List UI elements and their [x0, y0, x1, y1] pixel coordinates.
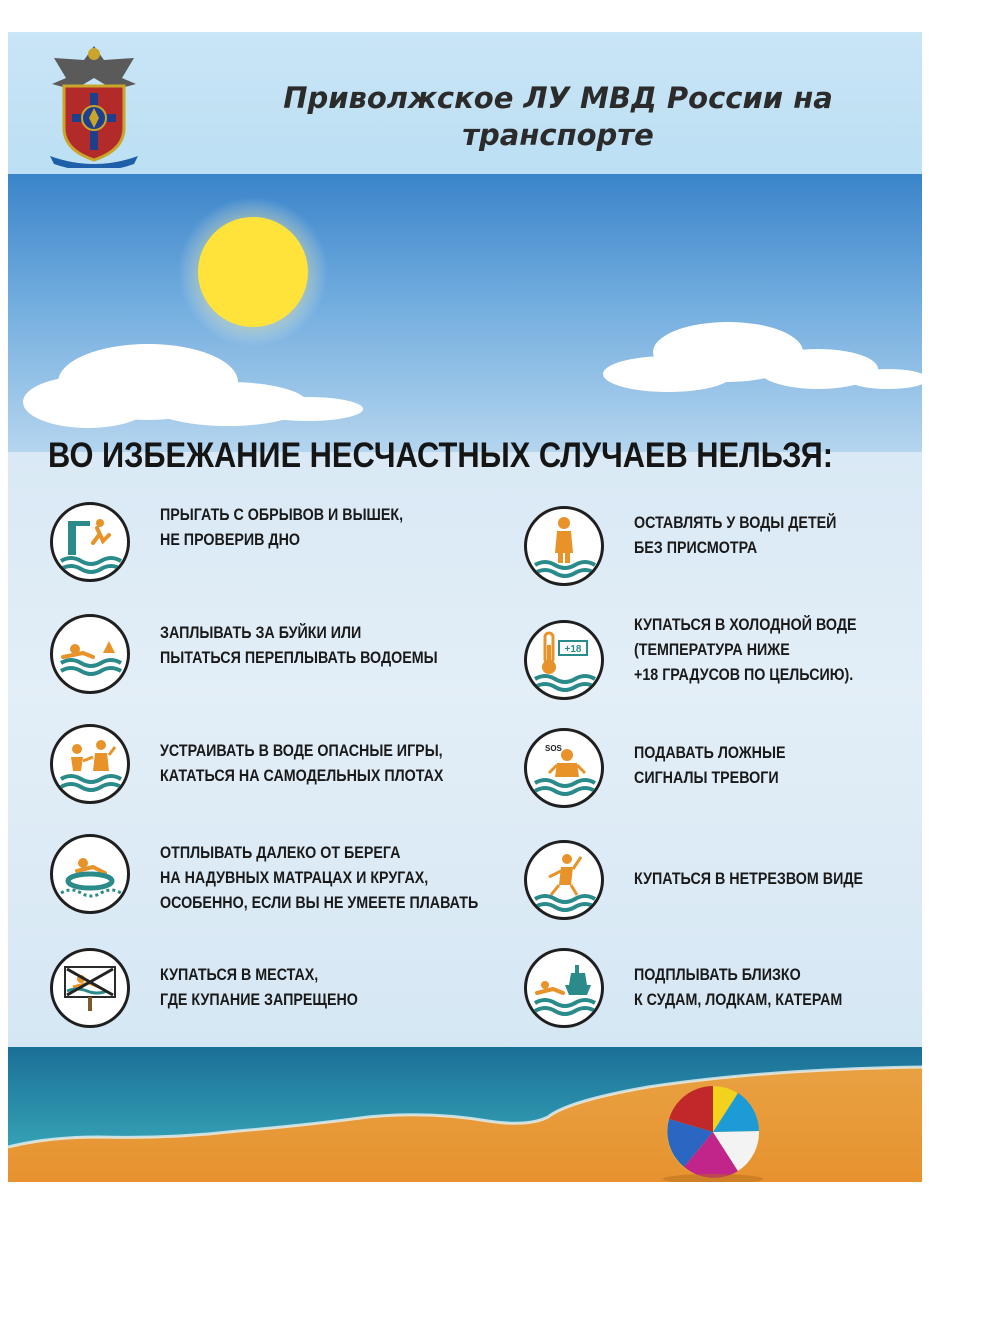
rule-line: К СУДАМ, ЛОДКАМ, КАТЕРАМ — [634, 990, 843, 1009]
rule-line: ПЫТАТЬСЯ ПЕРЕПЛЫВАТЬ ВОДОЕМЫ — [160, 648, 438, 667]
rule-item — [50, 724, 490, 814]
rule-text — [160, 620, 462, 670]
rule-line: КУПАТЬСЯ В НЕТРЕЗВОМ ВИДЕ — [634, 869, 864, 888]
rule-line: КАТАТЬСЯ НА САМОДЕЛЬНЫХ ПЛОТАХ — [160, 766, 444, 785]
rule-item — [524, 728, 922, 818]
cloud-left-icon — [23, 344, 363, 428]
rule-item — [524, 840, 922, 930]
rule-line: КУПАТЬСЯ В ХОЛОДНОЙ ВОДЕ — [634, 615, 857, 634]
sky-scene — [8, 174, 922, 474]
rule-line: НЕ ПРОВЕРИВ ДНО — [160, 530, 301, 549]
inflatable-ring-icon — [50, 834, 130, 914]
rule-line: НА НАДУВНЫХ МАТРАЦАХ И КРУГАХ, — [160, 868, 429, 887]
warning-headline: ВО ИЗБЕЖАНИЕ НЕСЧАСТНЫХ СЛУЧАЕВ НЕЛЬЗЯ: — [48, 436, 834, 475]
rule-line: ГДЕ КУПАНИЕ ЗАПРЕЩЕНО — [160, 990, 358, 1009]
mvd-emblem-icon — [44, 38, 144, 168]
poster-header — [8, 32, 922, 174]
sos-badge: SOS — [545, 744, 562, 753]
rule-line: ОТПЛЫВАТЬ ДАЛЕКО ОТ БЕРЕГА — [160, 843, 401, 862]
thermometer-water-icon — [524, 620, 604, 700]
cloud-right-icon — [603, 322, 922, 392]
child-in-water-icon — [524, 506, 604, 586]
rule-line: ЗАПЛЫВАТЬ ЗА БУЙКИ ИЛИ — [160, 623, 362, 642]
rule-line: +18 ГРАДУСОВ ПО ЦЕЛЬСИЮ). — [634, 665, 854, 684]
false-sos-icon — [524, 728, 604, 808]
rule-item — [524, 948, 922, 1038]
rule-text — [160, 738, 462, 788]
rule-text — [634, 962, 922, 1012]
rule-item — [50, 614, 490, 704]
rule-item — [50, 948, 490, 1038]
rule-text — [634, 510, 922, 560]
header-title-line1: Приволжское ЛУ МВД России на — [283, 81, 833, 115]
rule-line: ПОДПЛЫВАТЬ БЛИЗКО — [634, 965, 801, 984]
rule-text — [634, 612, 922, 687]
rule-text — [160, 962, 462, 1012]
rule-line: ПРЫГАТЬ С ОБРЫВОВ И ВЫШЕК, — [160, 505, 404, 524]
rule-item — [50, 834, 490, 924]
rule-text — [634, 866, 922, 891]
rule-item — [524, 506, 922, 596]
rule-item — [50, 502, 490, 592]
header-title — [208, 80, 908, 154]
rule-line: УСТРАИВАТЬ В ВОДЕ ОПАСНЫЕ ИГРЫ, — [160, 741, 443, 760]
diving-tower-icon — [50, 502, 130, 582]
thermometer-badge: +18 — [564, 644, 582, 655]
rule-text — [634, 740, 922, 790]
rule-line: КУПАТЬСЯ В МЕСТАХ, — [160, 965, 319, 984]
header-title-line2: транспорте — [462, 118, 654, 152]
rule-line: (ТЕМПЕРАТУРА НИЖЕ — [634, 640, 790, 659]
rule-line: ПОДАВАТЬ ЛОЖНЫЕ — [634, 743, 786, 762]
dangerous-games-icon — [50, 724, 130, 804]
no-swimming-sign-icon — [50, 948, 130, 1028]
sun-icon — [178, 197, 328, 347]
swimmer-buoy-icon — [50, 614, 130, 694]
rule-line: БЕЗ ПРИСМОТРА — [634, 538, 758, 557]
swimmer-ship-icon — [524, 948, 604, 1028]
rule-line: СИГНАЛЫ ТРЕВОГИ — [634, 768, 779, 787]
rule-text — [160, 502, 462, 552]
rule-item — [524, 615, 922, 710]
rule-text — [160, 840, 479, 915]
rule-line: ОСТАВЛЯТЬ У ВОДЫ ДЕТЕЙ — [634, 513, 837, 532]
drunk-swimmer-icon — [524, 840, 604, 920]
beach-scene — [8, 1047, 922, 1182]
rule-line: ОСОБЕННО, ЕСЛИ ВЫ НЕ УМЕЕТЕ ПЛАВАТЬ — [160, 893, 479, 912]
safety-poster — [8, 32, 922, 1182]
